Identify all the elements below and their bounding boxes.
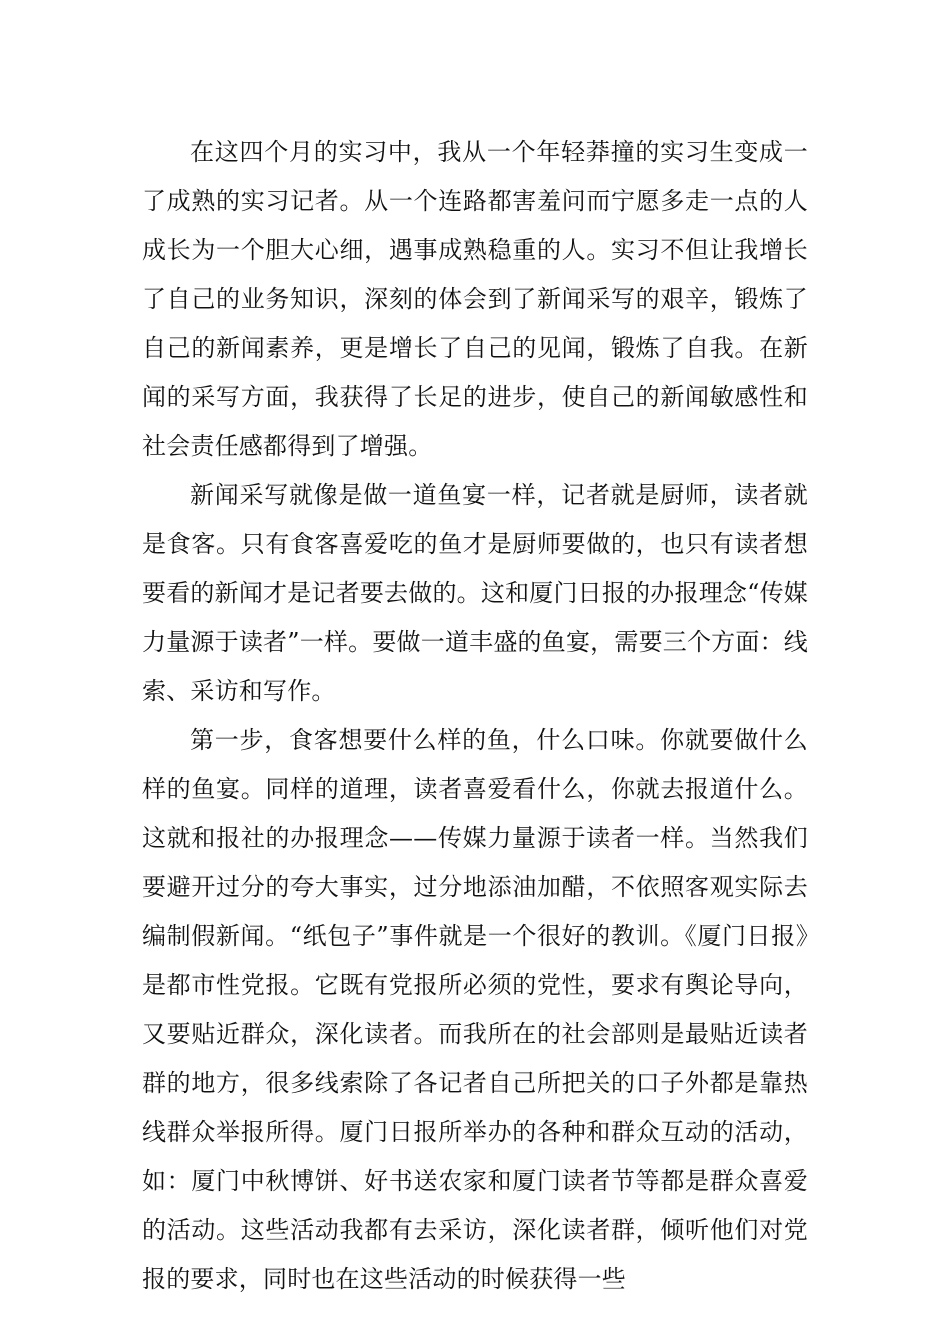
paragraph-internship-summary: 在这四个月的实习中，我从一个年轻莽撞的实习生变成一了成熟的实习记者。从一个连路都害羞问而宁愿多走一点的人成长为一个胆大心细，遇事成熟稳重的人。实习不但让我增长了自己的业务知识，深刻的体会到了新闻采写的艰辛，锻炼了自己的新闻素养，更是增长了自己的见闻，锻炼了自我。在新闻的采写方面，我获得了长足的进步，使自己的新闻敏感性和社会责任感都得到了增强。 [142,138,808,460]
paragraph-step-one: 第一步，食客想要什么样的鱼，什么口味。你就要做什么样的鱼宴。同样的道理，读者喜爱看什么，你就去报道什么。这就和报社的办报理念——传媒力量源于读者一样。当然我们要避开过分的夸大事实，过分地添油加醋，不依照客观实际去编制假新闻。“纸包子”事件就是一个很好的教训。《厦门日报》是都市性党报。它既有党报所必须的党性，要求有舆论导向，又要贴近群众，深化读者。而我所在的社会部则是最贴近读者群的地方，很多线索除了各记者自己所把关的口子外都是靠热线群众举报所得。厦门日报所举办的各种和群众互动的活动，如：厦门中秋博饼、好书送农家和厦门读者节等都是群众喜爱的活动。这些活动我都有去采访，深化读者群，倾听他们对党报的要求，同时也在这些活动的时候获得一些 [142,726,808,1293]
document-body [142,128,808,1304]
paragraph-news-writing-analogy: 新闻采写就像是做一道鱼宴一样，记者就是厨师，读者就是食客。只有食客喜爱吃的鱼才是厨师要做的，也只有读者想要看的新闻才是记者要去做的。这和厦门日报的办报理念“传媒力量源于读者”一样。要做一道丰盛的鱼宴，需要三个方面：线索、采访和写作。 [142,481,808,705]
